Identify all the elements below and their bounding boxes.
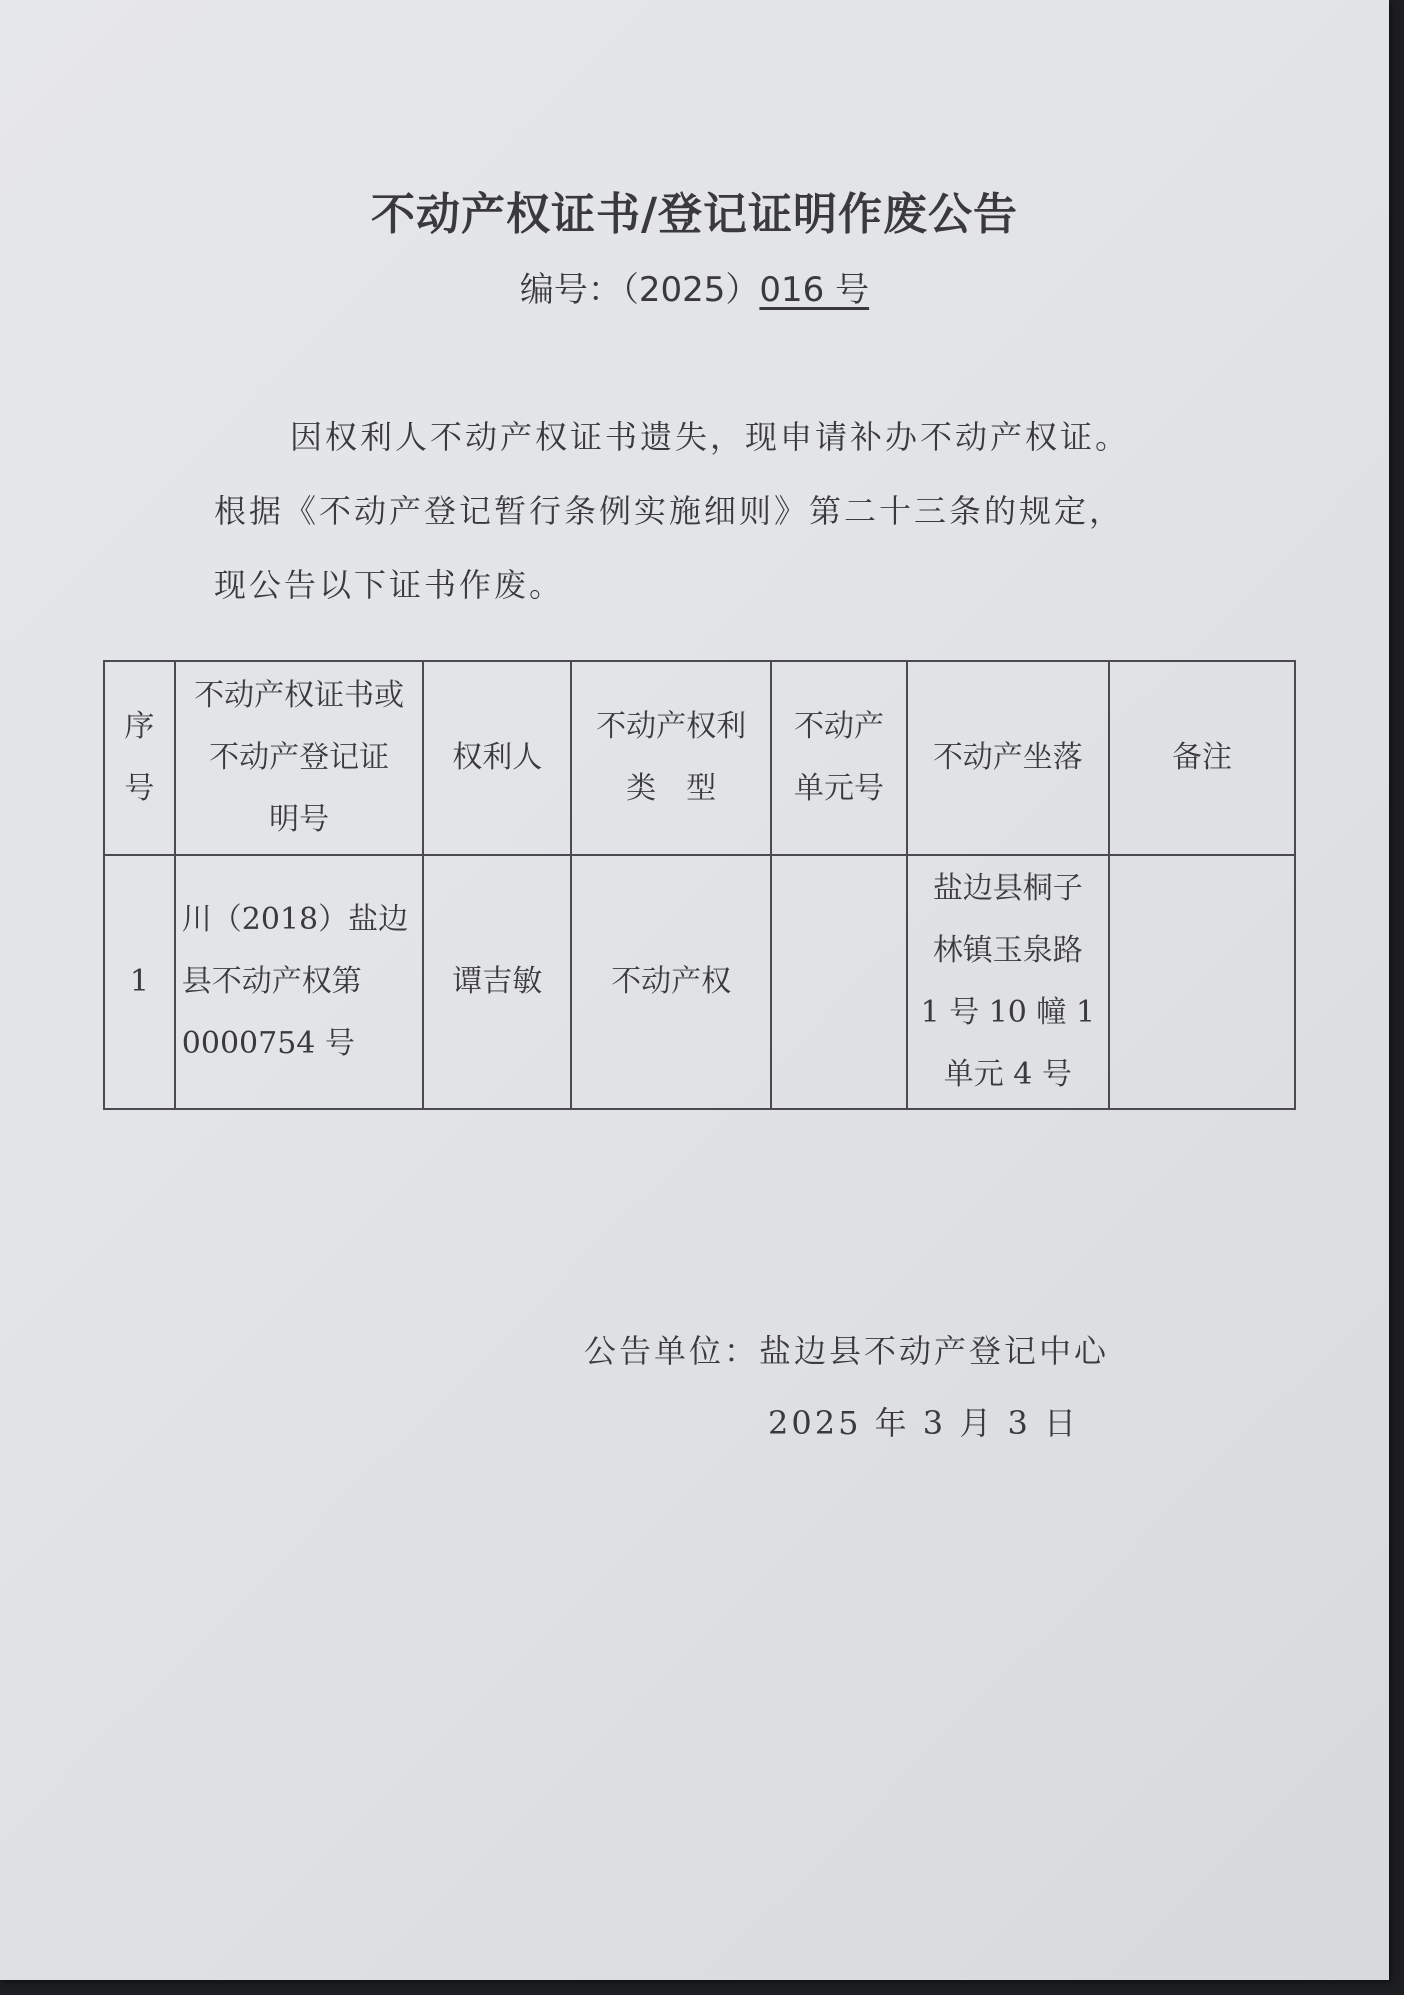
header-right-type: 不动产权利 类 型	[571, 661, 771, 855]
document-number	[0, 262, 1389, 311]
cell-remark	[1109, 855, 1295, 1109]
table-header-row	[104, 661, 1295, 855]
body-line-3: 现公告以下证书作废。	[214, 566, 565, 604]
document-number-value: 016 号	[759, 270, 870, 310]
void-certificate-table	[103, 660, 1296, 1110]
cell-cert-no: 川（2018）盐边 县不动产权第 0000754 号	[175, 855, 424, 1109]
cell-right-type: 不动产权	[571, 855, 771, 1109]
body-line-2: 根据《不动产登记暂行条例实施细则》第二十三条的规定，	[214, 492, 1125, 530]
header-owner: 权利人	[423, 661, 571, 855]
cell-location: 盐边县桐子 林镇玉泉路 1 号 10 幢 1 单元 4 号	[907, 855, 1109, 1109]
cell-owner: 谭吉敏	[423, 855, 571, 1109]
document-number-prefix: 编号：（2025）	[519, 270, 760, 310]
page-title: 不动产权证书/登记证明作废公告	[370, 189, 1019, 240]
header-remark: 备注	[1109, 661, 1295, 855]
cell-index: 1	[104, 855, 175, 1109]
header-unit-no: 不动产 单元号	[771, 661, 906, 855]
header-cert-no: 不动产权证书或 不动产登记证 明号	[175, 661, 424, 855]
issuing-unit: 公告单位：盐边县不动产登记中心	[584, 1332, 1110, 1370]
header-index: 序号	[104, 661, 175, 855]
body-line-1: 因权利人不动产权证书遗失，现申请补办不动产权证。	[290, 418, 1131, 456]
header-location: 不动产坐落	[907, 661, 1109, 855]
cell-unit-no	[771, 855, 906, 1109]
table-row	[104, 855, 1295, 1109]
issue-date: 2025 年 3 月 3 日	[768, 1404, 1080, 1442]
